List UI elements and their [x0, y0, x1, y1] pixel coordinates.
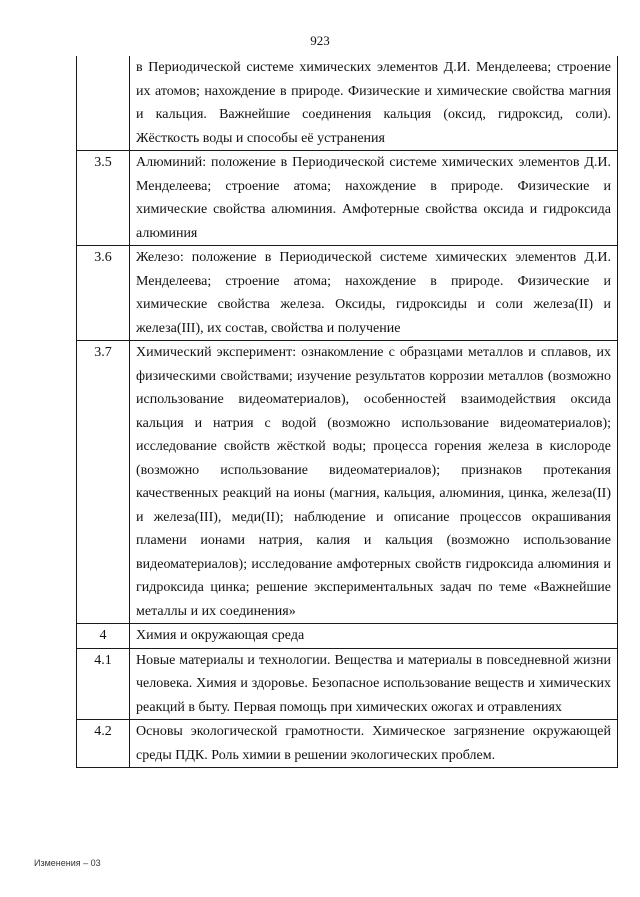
table-row	[77, 151, 618, 246]
footer-note: Изменения – 03	[34, 858, 101, 868]
row-number: 4.1	[77, 648, 130, 720]
row-text: Железо: положение в Периодической системе химических элементов Д.И. Менделеева; строение атома; нахождение в природе. Физические и химические свойства железа. Оксиды, гидроксиды и соли железа(II) и железа(III), их состав, свойства и получение	[130, 246, 618, 341]
table-row	[77, 56, 618, 151]
table-row	[77, 648, 618, 720]
row-text: Химический эксперимент: ознакомление с образцами металлов и сплавов, их физическими свойствами; изучение результатов коррозии металлов (возможно использование видеоматериалов), особенностей взаимодействия оксида кальция и натрия с водой (возможно использование видеоматериалов); исследование свойств жёсткой воды; процесса горения железа в кислороде (возможно использование видеоматериалов); признаков протекания качественных реакций на ионы (магния, кальция, алюминия, цинка, железа(II) и железа(III), меди(II); наблюдение и описание процессов окрашивания пламени ионами натрия, калия и кальция (возможно использование видеоматериалов); исследование амфотерных свойств гидроксида алюминия и гидроксида цинка; решение экспериментальных задач по теме «Важнейшие металлы и их соединения»	[130, 341, 618, 624]
row-number	[77, 56, 130, 151]
table-row	[77, 246, 618, 341]
table-row	[77, 624, 618, 649]
row-number: 3.5	[77, 151, 130, 246]
row-text: Новые материалы и технологии. Вещества и материалы в повседневной жизни человека. Химия и здоровье. Безопасное использование веществ и химических реакций в быту. Первая помощь при химических ожогах и отравлениях	[130, 648, 618, 720]
row-number: 4.2	[77, 720, 130, 768]
row-number: 3.6	[77, 246, 130, 341]
curriculum-table	[76, 56, 618, 768]
table-row	[77, 720, 618, 768]
page-number: 923	[310, 33, 330, 48]
row-text: Основы экологической грамотности. Химическое загрязнение окружающей среды ПДК. Роль химии в решении экологических проблем.	[130, 720, 618, 768]
row-number: 4	[77, 624, 130, 649]
row-number: 3.7	[77, 341, 130, 624]
row-text: Алюминий: положение в Периодической системе химических элементов Д.И. Менделеева; строение атома; нахождение в природе. Физические и химические свойства алюминия. Амфотерные свойства оксида и гидроксида алюминия	[130, 151, 618, 246]
row-text: Химия и окружающая среда	[130, 624, 618, 649]
table-row	[77, 341, 618, 624]
row-text: в Периодической системе химических элементов Д.И. Менделеева; строение их атомов; нахождение в природе. Физические и химические свойства магния и кальция. Важнейшие соединения кальция (оксид, гидроксид, соли). Жёсткость воды и способы её устранения	[130, 56, 618, 151]
